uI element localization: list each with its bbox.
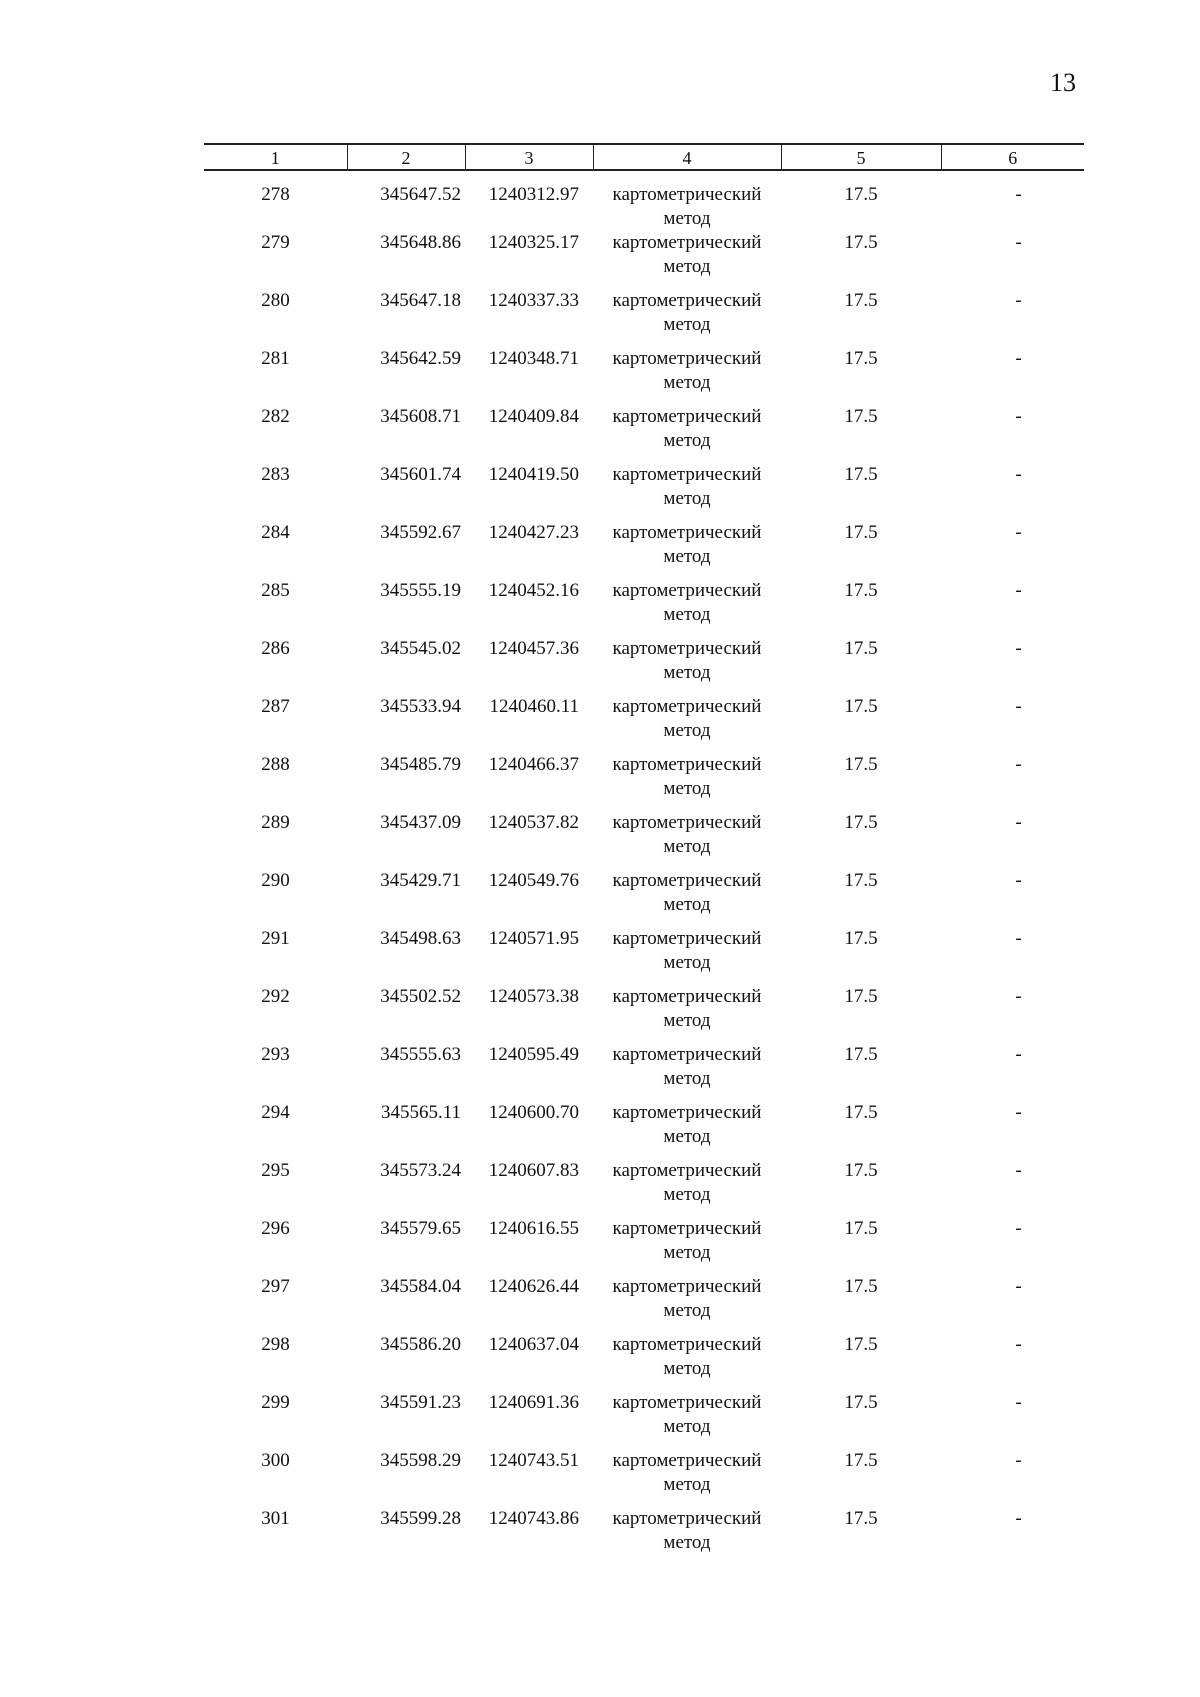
accuracy-value: 17.5	[844, 290, 878, 311]
coordinate-x: 345573.24	[380, 1160, 461, 1181]
point-number: 284	[261, 522, 290, 543]
coordinate-y: 1240743.86	[488, 1508, 579, 1529]
note-value: -	[1015, 290, 1022, 311]
table-row	[204, 579, 1084, 637]
note-value: -	[1015, 1450, 1022, 1471]
determination-method: картометрический метод	[612, 638, 762, 683]
accuracy-value: 17.5	[844, 522, 878, 543]
coordinate-y: 1240419.50	[488, 464, 579, 485]
accuracy-value: 17.5	[844, 1044, 878, 1065]
accuracy-value: 17.5	[844, 870, 878, 891]
determination-method: картометрический метод	[612, 754, 762, 799]
coordinate-x: 345545.02	[380, 638, 461, 659]
accuracy-value: 17.5	[844, 1508, 878, 1529]
point-number: 278	[261, 184, 290, 205]
coordinate-y: 1240691.36	[488, 1392, 579, 1413]
table-row	[204, 985, 1084, 1043]
note-value: -	[1015, 580, 1022, 601]
coordinate-y: 1240325.17	[488, 232, 579, 253]
accuracy-value: 17.5	[844, 184, 878, 205]
point-number: 281	[261, 348, 290, 369]
point-number: 285	[261, 580, 290, 601]
coordinate-y: 1240626.44	[488, 1276, 579, 1297]
coordinate-y: 1240571.95	[488, 928, 579, 949]
note-value: -	[1015, 232, 1022, 253]
accuracy-value: 17.5	[844, 1334, 878, 1355]
point-number: 294	[261, 1102, 290, 1123]
table-row	[204, 170, 1084, 231]
coordinate-x: 345429.71	[380, 870, 461, 891]
note-value: -	[1015, 464, 1022, 485]
point-number: 289	[261, 812, 290, 833]
determination-method: картометрический метод	[612, 1102, 762, 1147]
table-row	[204, 1101, 1084, 1159]
note-value: -	[1015, 696, 1022, 717]
table-row	[204, 869, 1084, 927]
determination-method: картометрический метод	[612, 522, 762, 567]
note-value: -	[1015, 1334, 1022, 1355]
table-row	[204, 1449, 1084, 1507]
determination-method: картометрический метод	[612, 580, 762, 625]
point-number: 296	[261, 1218, 290, 1239]
note-value: -	[1015, 638, 1022, 659]
determination-method: картометрический метод	[612, 290, 762, 335]
coordinate-y: 1240637.04	[488, 1334, 579, 1355]
coordinate-x: 345485.79	[380, 754, 461, 775]
point-number: 286	[261, 638, 290, 659]
column-header-6: 6	[941, 144, 1084, 170]
coordinate-y: 1240549.76	[488, 870, 579, 891]
coordinate-y: 1240616.55	[488, 1218, 579, 1239]
accuracy-value: 17.5	[844, 580, 878, 601]
accuracy-value: 17.5	[844, 1160, 878, 1181]
determination-method: картометрический метод	[612, 406, 762, 451]
coordinate-y: 1240537.82	[488, 812, 579, 833]
coordinate-y: 1240607.83	[488, 1160, 579, 1181]
point-number: 279	[261, 232, 290, 253]
accuracy-value: 17.5	[844, 1450, 878, 1471]
point-number: 295	[261, 1160, 290, 1181]
point-number: 293	[261, 1044, 290, 1065]
note-value: -	[1015, 406, 1022, 427]
point-number: 291	[261, 928, 290, 949]
note-value: -	[1015, 1508, 1022, 1529]
determination-method: картометрический метод	[612, 1392, 762, 1437]
determination-method: картометрический метод	[612, 696, 762, 741]
coordinate-y: 1240573.38	[488, 986, 579, 1007]
point-number: 282	[261, 406, 290, 427]
coordinate-x: 345599.28	[380, 1508, 461, 1529]
coordinate-x: 345601.74	[380, 464, 461, 485]
determination-method: картометрический метод	[612, 1334, 762, 1379]
accuracy-value: 17.5	[844, 348, 878, 369]
table-row	[204, 1217, 1084, 1275]
point-number: 287	[261, 696, 290, 717]
table-row	[204, 927, 1084, 985]
table-row	[204, 695, 1084, 753]
coordinate-x: 345598.29	[380, 1450, 461, 1471]
table-body	[204, 170, 1084, 1565]
table-row	[204, 1159, 1084, 1217]
note-value: -	[1015, 986, 1022, 1007]
coordinate-y: 1240457.36	[488, 638, 579, 659]
coordinate-x: 345608.71	[380, 406, 461, 427]
coordinate-x: 345592.67	[380, 522, 461, 543]
coordinate-x: 345498.63	[380, 928, 461, 949]
accuracy-value: 17.5	[844, 232, 878, 253]
point-number: 298	[261, 1334, 290, 1355]
point-number: 280	[261, 290, 290, 311]
point-number: 297	[261, 1276, 290, 1297]
coordinate-x: 345586.20	[380, 1334, 461, 1355]
coordinates-table	[204, 143, 1084, 1565]
note-value: -	[1015, 184, 1022, 205]
coordinate-x: 345555.63	[380, 1044, 461, 1065]
determination-method: картометрический метод	[612, 1160, 762, 1205]
point-number: 292	[261, 986, 290, 1007]
note-value: -	[1015, 1102, 1022, 1123]
table-row	[204, 753, 1084, 811]
note-value: -	[1015, 870, 1022, 891]
coordinate-x: 345642.59	[380, 348, 461, 369]
determination-method: картометрический метод	[612, 1276, 762, 1321]
determination-method: картометрический метод	[612, 184, 762, 229]
coordinate-x: 345533.94	[380, 696, 461, 717]
point-number: 290	[261, 870, 290, 891]
coordinate-y: 1240595.49	[488, 1044, 579, 1065]
note-value: -	[1015, 1218, 1022, 1239]
column-header-3: 3	[465, 144, 593, 170]
table-row	[204, 521, 1084, 579]
coordinates-table-wrapper	[204, 143, 1084, 1565]
accuracy-value: 17.5	[844, 1392, 878, 1413]
coordinate-y: 1240466.37	[488, 754, 579, 775]
note-value: -	[1015, 928, 1022, 949]
accuracy-value: 17.5	[844, 1102, 878, 1123]
coordinate-x: 345647.52	[380, 184, 461, 205]
table-row	[204, 1043, 1084, 1101]
column-header-1: 1	[204, 144, 347, 170]
coordinate-x: 345555.19	[380, 580, 461, 601]
coordinate-y: 1240409.84	[488, 406, 579, 427]
coordinate-x: 345437.09	[380, 812, 461, 833]
accuracy-value: 17.5	[844, 754, 878, 775]
table-row	[204, 405, 1084, 463]
note-value: -	[1015, 812, 1022, 833]
determination-method: картометрический метод	[612, 348, 762, 393]
accuracy-value: 17.5	[844, 986, 878, 1007]
determination-method: картометрический метод	[612, 232, 762, 277]
coordinate-y: 1240743.51	[488, 1450, 579, 1471]
coordinate-y: 1240348.71	[488, 348, 579, 369]
coordinate-y: 1240460.11	[489, 696, 579, 717]
coordinate-y: 1240312.97	[488, 184, 579, 205]
table-header-row	[204, 144, 1084, 170]
note-value: -	[1015, 1044, 1022, 1065]
table-row	[204, 1333, 1084, 1391]
note-value: -	[1015, 1392, 1022, 1413]
table-row	[204, 347, 1084, 405]
point-number: 288	[261, 754, 290, 775]
point-number: 301	[261, 1508, 290, 1529]
accuracy-value: 17.5	[844, 812, 878, 833]
accuracy-value: 17.5	[844, 406, 878, 427]
column-header-4: 4	[593, 144, 781, 170]
accuracy-value: 17.5	[844, 464, 878, 485]
coordinate-y: 1240427.23	[488, 522, 579, 543]
table-row	[204, 637, 1084, 695]
table-row	[204, 1507, 1084, 1565]
accuracy-value: 17.5	[844, 928, 878, 949]
column-header-5: 5	[781, 144, 941, 170]
accuracy-value: 17.5	[844, 638, 878, 659]
point-number: 283	[261, 464, 290, 485]
coordinate-x: 345579.65	[380, 1218, 461, 1239]
note-value: -	[1015, 348, 1022, 369]
point-number: 300	[261, 1450, 290, 1471]
note-value: -	[1015, 1160, 1022, 1181]
determination-method: картометрический метод	[612, 1218, 762, 1263]
page-number: 13	[1050, 68, 1076, 97]
table-row	[204, 463, 1084, 521]
determination-method: картометрический метод	[612, 1044, 762, 1089]
column-header-2: 2	[347, 144, 465, 170]
accuracy-value: 17.5	[844, 696, 878, 717]
table-row	[204, 1275, 1084, 1333]
determination-method: картометрический метод	[612, 1450, 762, 1495]
determination-method: картометрический метод	[612, 986, 762, 1031]
accuracy-value: 17.5	[844, 1276, 878, 1297]
table-row	[204, 289, 1084, 347]
table-row	[204, 1391, 1084, 1449]
coordinate-y: 1240337.33	[488, 290, 579, 311]
determination-method: картометрический метод	[612, 812, 762, 857]
coordinate-x: 345565.11	[380, 1102, 461, 1123]
coordinate-y: 1240600.70	[488, 1102, 579, 1123]
coordinate-y: 1240452.16	[488, 580, 579, 601]
table-row	[204, 231, 1084, 289]
note-value: -	[1015, 754, 1022, 775]
determination-method: картометрический метод	[612, 928, 762, 973]
determination-method: картометрический метод	[612, 870, 762, 915]
coordinate-x: 345647.18	[380, 290, 461, 311]
accuracy-value: 17.5	[844, 1218, 878, 1239]
determination-method: картометрический метод	[612, 464, 762, 509]
coordinate-x: 345591.23	[380, 1392, 461, 1413]
point-number: 299	[261, 1392, 290, 1413]
table-row	[204, 811, 1084, 869]
coordinate-x: 345584.04	[380, 1276, 461, 1297]
note-value: -	[1015, 1276, 1022, 1297]
coordinate-x: 345648.86	[380, 232, 461, 253]
determination-method: картометрический метод	[612, 1508, 762, 1553]
coordinate-x: 345502.52	[380, 986, 461, 1007]
note-value: -	[1015, 522, 1022, 543]
